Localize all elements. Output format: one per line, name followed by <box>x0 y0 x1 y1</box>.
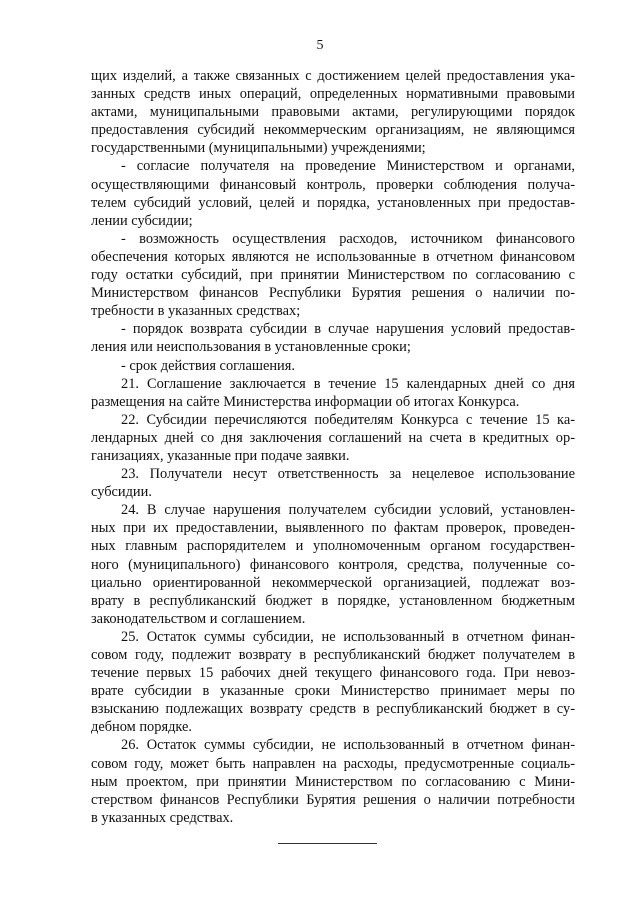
text-line: врату в республиканский бюджет в порядке, установленном бюджетным <box>91 592 575 609</box>
text-line: ным проектом, при принятии Министерством по согласованию с Мини- <box>91 773 575 790</box>
text-line: лендарных дней со дня заключения соглашений на счета в кредитных ор- <box>91 429 575 446</box>
text-line: осуществляющими финансовый контроль, проверки соблюдения получа- <box>91 176 575 193</box>
text-line: 25. Остаток суммы субсидии, не использованный в отчетном финан- <box>121 628 575 645</box>
text-line: 22. Субсидии перечисляются победителям Конкурса с течение 15 ка- <box>121 411 575 428</box>
text-line: обеспечения которых являются не использованные в отчетном финансовом <box>91 248 575 265</box>
text-line: Министерством финансов Республики Бурятия решения о наличии по- <box>91 285 575 302</box>
text-line: ганизациях, указанные при подаче заявки. <box>91 447 350 464</box>
text-line: ного (муниципального) финансового контроля, средства, полученные со- <box>91 556 575 573</box>
text-line: совом году, может быть направлен на расходы, предусмотренные социаль- <box>91 755 575 772</box>
document-body <box>91 67 575 827</box>
text-line: ных при их предоставлении, выявленного по фактам проверок, проведен- <box>91 520 575 537</box>
text-line: стерством финансов Республики Бурятия решения о наличии потребности <box>91 791 575 808</box>
text-line: ления или неиспользования в установленные сроки; <box>91 339 411 356</box>
text-line: требности в указанных средствах; <box>91 303 301 320</box>
text-line: занных средств иных операций, определенных нормативными правовыми <box>91 86 575 103</box>
text-line: 23. Получатели несут ответственность за нецелевое использование <box>121 466 575 483</box>
text-line: щих изделий, а также связанных с достижением целей предоставления ука- <box>91 68 575 84</box>
text-line: государственными (муниципальными) учреждениями; <box>91 140 426 157</box>
text-line: лении субсидии; <box>91 212 193 229</box>
text-line: телем субсидий условий, целей и порядка, установленных при предостав- <box>91 194 575 211</box>
text-line: течение первых 15 рабочих дней текущего финансового года. При невоз- <box>91 665 575 682</box>
text-line: - срок действия соглашения. <box>121 357 295 374</box>
text-line: 26. Остаток суммы субсидии, не использованный в отчетном финан- <box>121 737 575 754</box>
text-line: 21. Соглашение заключается в течение 15 календарных дней со дня <box>121 375 575 392</box>
text-line: ных главным распорядителем и уполномоченным органом государствен- <box>91 538 575 555</box>
text-line: - порядок возврата субсидии в случае нарушения условий предостав- <box>121 321 575 338</box>
text-line: дебном порядке. <box>91 719 193 736</box>
text-line: совом году, подлежит возврату в республиканский бюджет получателем в <box>91 647 575 663</box>
text-line: году остатки субсидий, при принятии Министерством по согласованию с <box>91 267 575 284</box>
page-number: 5 <box>316 38 324 53</box>
text-line: - возможность осуществления расходов, источником финансового <box>121 230 575 247</box>
text-line: актами, муниципальными правовыми актами, регулирующими порядок <box>91 104 575 121</box>
text-line: размещения на сайте Министерства информации об итогах Конкурса. <box>91 393 520 410</box>
text-line: циально ориентированной некоммерческой организацией, подлежат воз- <box>91 574 575 591</box>
text-line: законодательством и соглашением. <box>91 610 306 627</box>
footer-separator-line <box>278 843 377 844</box>
text-line: врате субсидии в указанные сроки Министерство принимает меры по <box>91 683 575 700</box>
text-line: в указанных средствах. <box>91 809 234 826</box>
text-line: взысканию подлежащих возврату средств в республиканский бюджет в су- <box>91 701 575 718</box>
text-line: 24. В случае нарушения получателем субсидии условий, установлен- <box>121 502 575 519</box>
text-line: субсидии. <box>91 484 152 501</box>
text-line: предоставления субсидий некоммерческим организациям, не являющимся <box>91 122 575 139</box>
text-line: - согласие получателя на проведение Министерством и органами, <box>121 158 575 175</box>
